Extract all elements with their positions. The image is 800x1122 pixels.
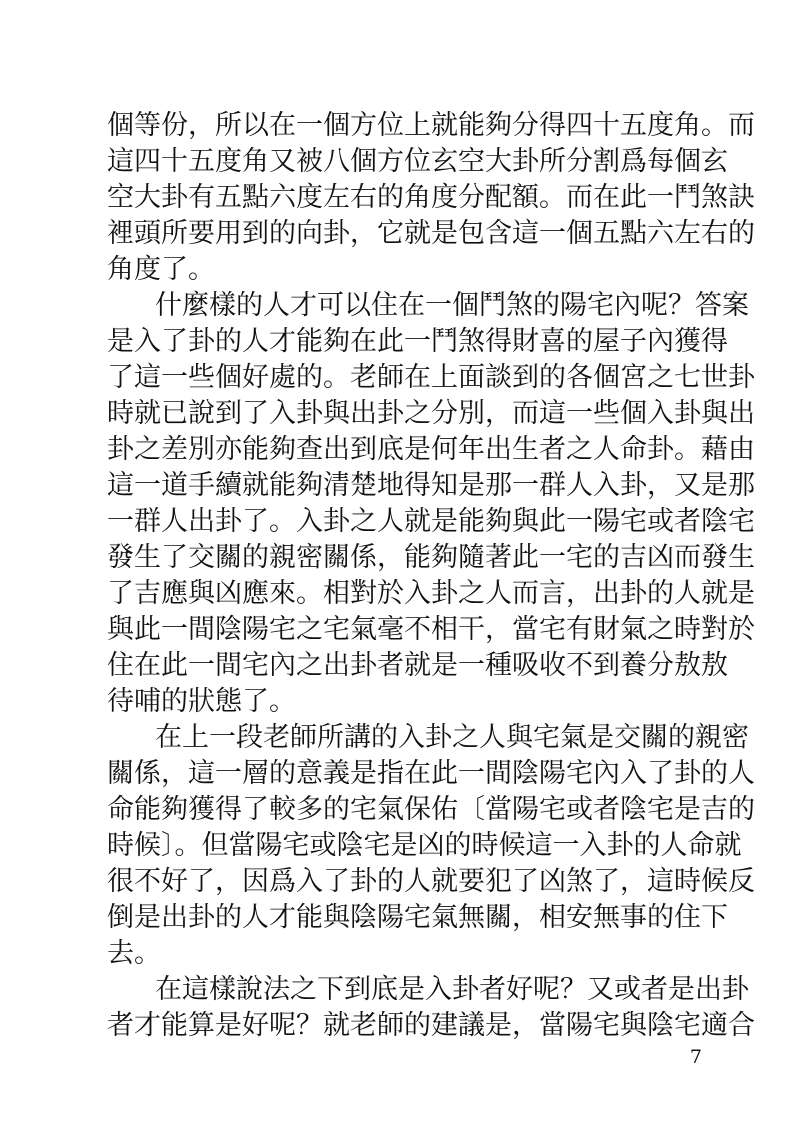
text-line: 裡頭所要用到的向卦，它就是包含這一個五點六左右的 [107, 218, 755, 249]
text-line: 關係，這一層的意義是指在此一間陰陽宅內入了卦的人 [107, 758, 755, 789]
text-line: 是入了卦的人才能夠在此一鬥煞得財喜的屋子內獲得 [107, 326, 728, 357]
text-line: 一群人出卦了。入卦之人就是能夠與此一陽宅或者陰宅 [107, 506, 755, 537]
text-line: 個等份，所以在一個方位上就能夠分得四十五度角。而 [107, 110, 755, 141]
text-line: 時就已說到了入卦與出卦之分別，而這一些個入卦與出 [107, 398, 755, 429]
text-line: 了這一些個好處的。老師在上面談到的各個宮之七世卦 [107, 362, 755, 393]
text-line: 了吉應與凶應來。相對於入卦之人而言，出卦的人就是 [107, 578, 755, 609]
text-line: 這一道手續就能夠清楚地得知是那一群人入卦，又是那 [107, 470, 755, 501]
text-line: 倒是出卦的人才能與陰陽宅氣無關，相安無事的住下 [107, 902, 728, 933]
paragraph-first-line: 在這樣說法之下到底是入卦者好呢？又或者是出卦 [155, 974, 749, 1005]
text-line: 很不好了，因爲入了卦的人就要犯了凶煞了，這時候反 [107, 866, 755, 897]
text-line: 時候〕。但當陽宅或陰宅是凶的時候這一入卦的人命就 [107, 830, 742, 861]
text-line: 這四十五度角又被八個方位玄空大卦所分割爲每個玄 [107, 146, 728, 177]
text-line: 者才能算是好呢？就老師的建議是，當陽宅與陰宅適合 [107, 1010, 755, 1041]
text-line: 角度了。 [107, 254, 215, 285]
page-number: 7 [689, 1046, 702, 1068]
text-line: 空大卦有五點六度左右的角度分配額。而在此一鬥煞訣 [107, 182, 755, 213]
text-line: 發生了交關的親密關係，能夠隨著此一宅的吉凶而發生 [107, 542, 755, 573]
text-line: 命能夠獲得了較多的宅氣保佑〔當陽宅或者陰宅是吉的 [107, 794, 755, 825]
paragraph-first-line: 什麼樣的人才可以住在一個鬥煞的陽宅內呢？答案 [155, 290, 749, 321]
text-line: 卦之差別亦能夠查出到底是何年出生者之人命卦。藉由 [107, 434, 755, 465]
paragraph-first-line: 在上一段老師所講的入卦之人與宅氣是交關的親密 [155, 722, 749, 753]
text-line: 待哺的狀態了。 [107, 686, 296, 717]
text-line: 與此一間陰陽宅之宅氣毫不相干，當宅有財氣之時對於 [107, 614, 755, 645]
text-line: 住在此一間宅內之出卦者就是一種吸收不到養分敖敖 [107, 650, 728, 681]
text-line: 去。 [107, 938, 161, 969]
